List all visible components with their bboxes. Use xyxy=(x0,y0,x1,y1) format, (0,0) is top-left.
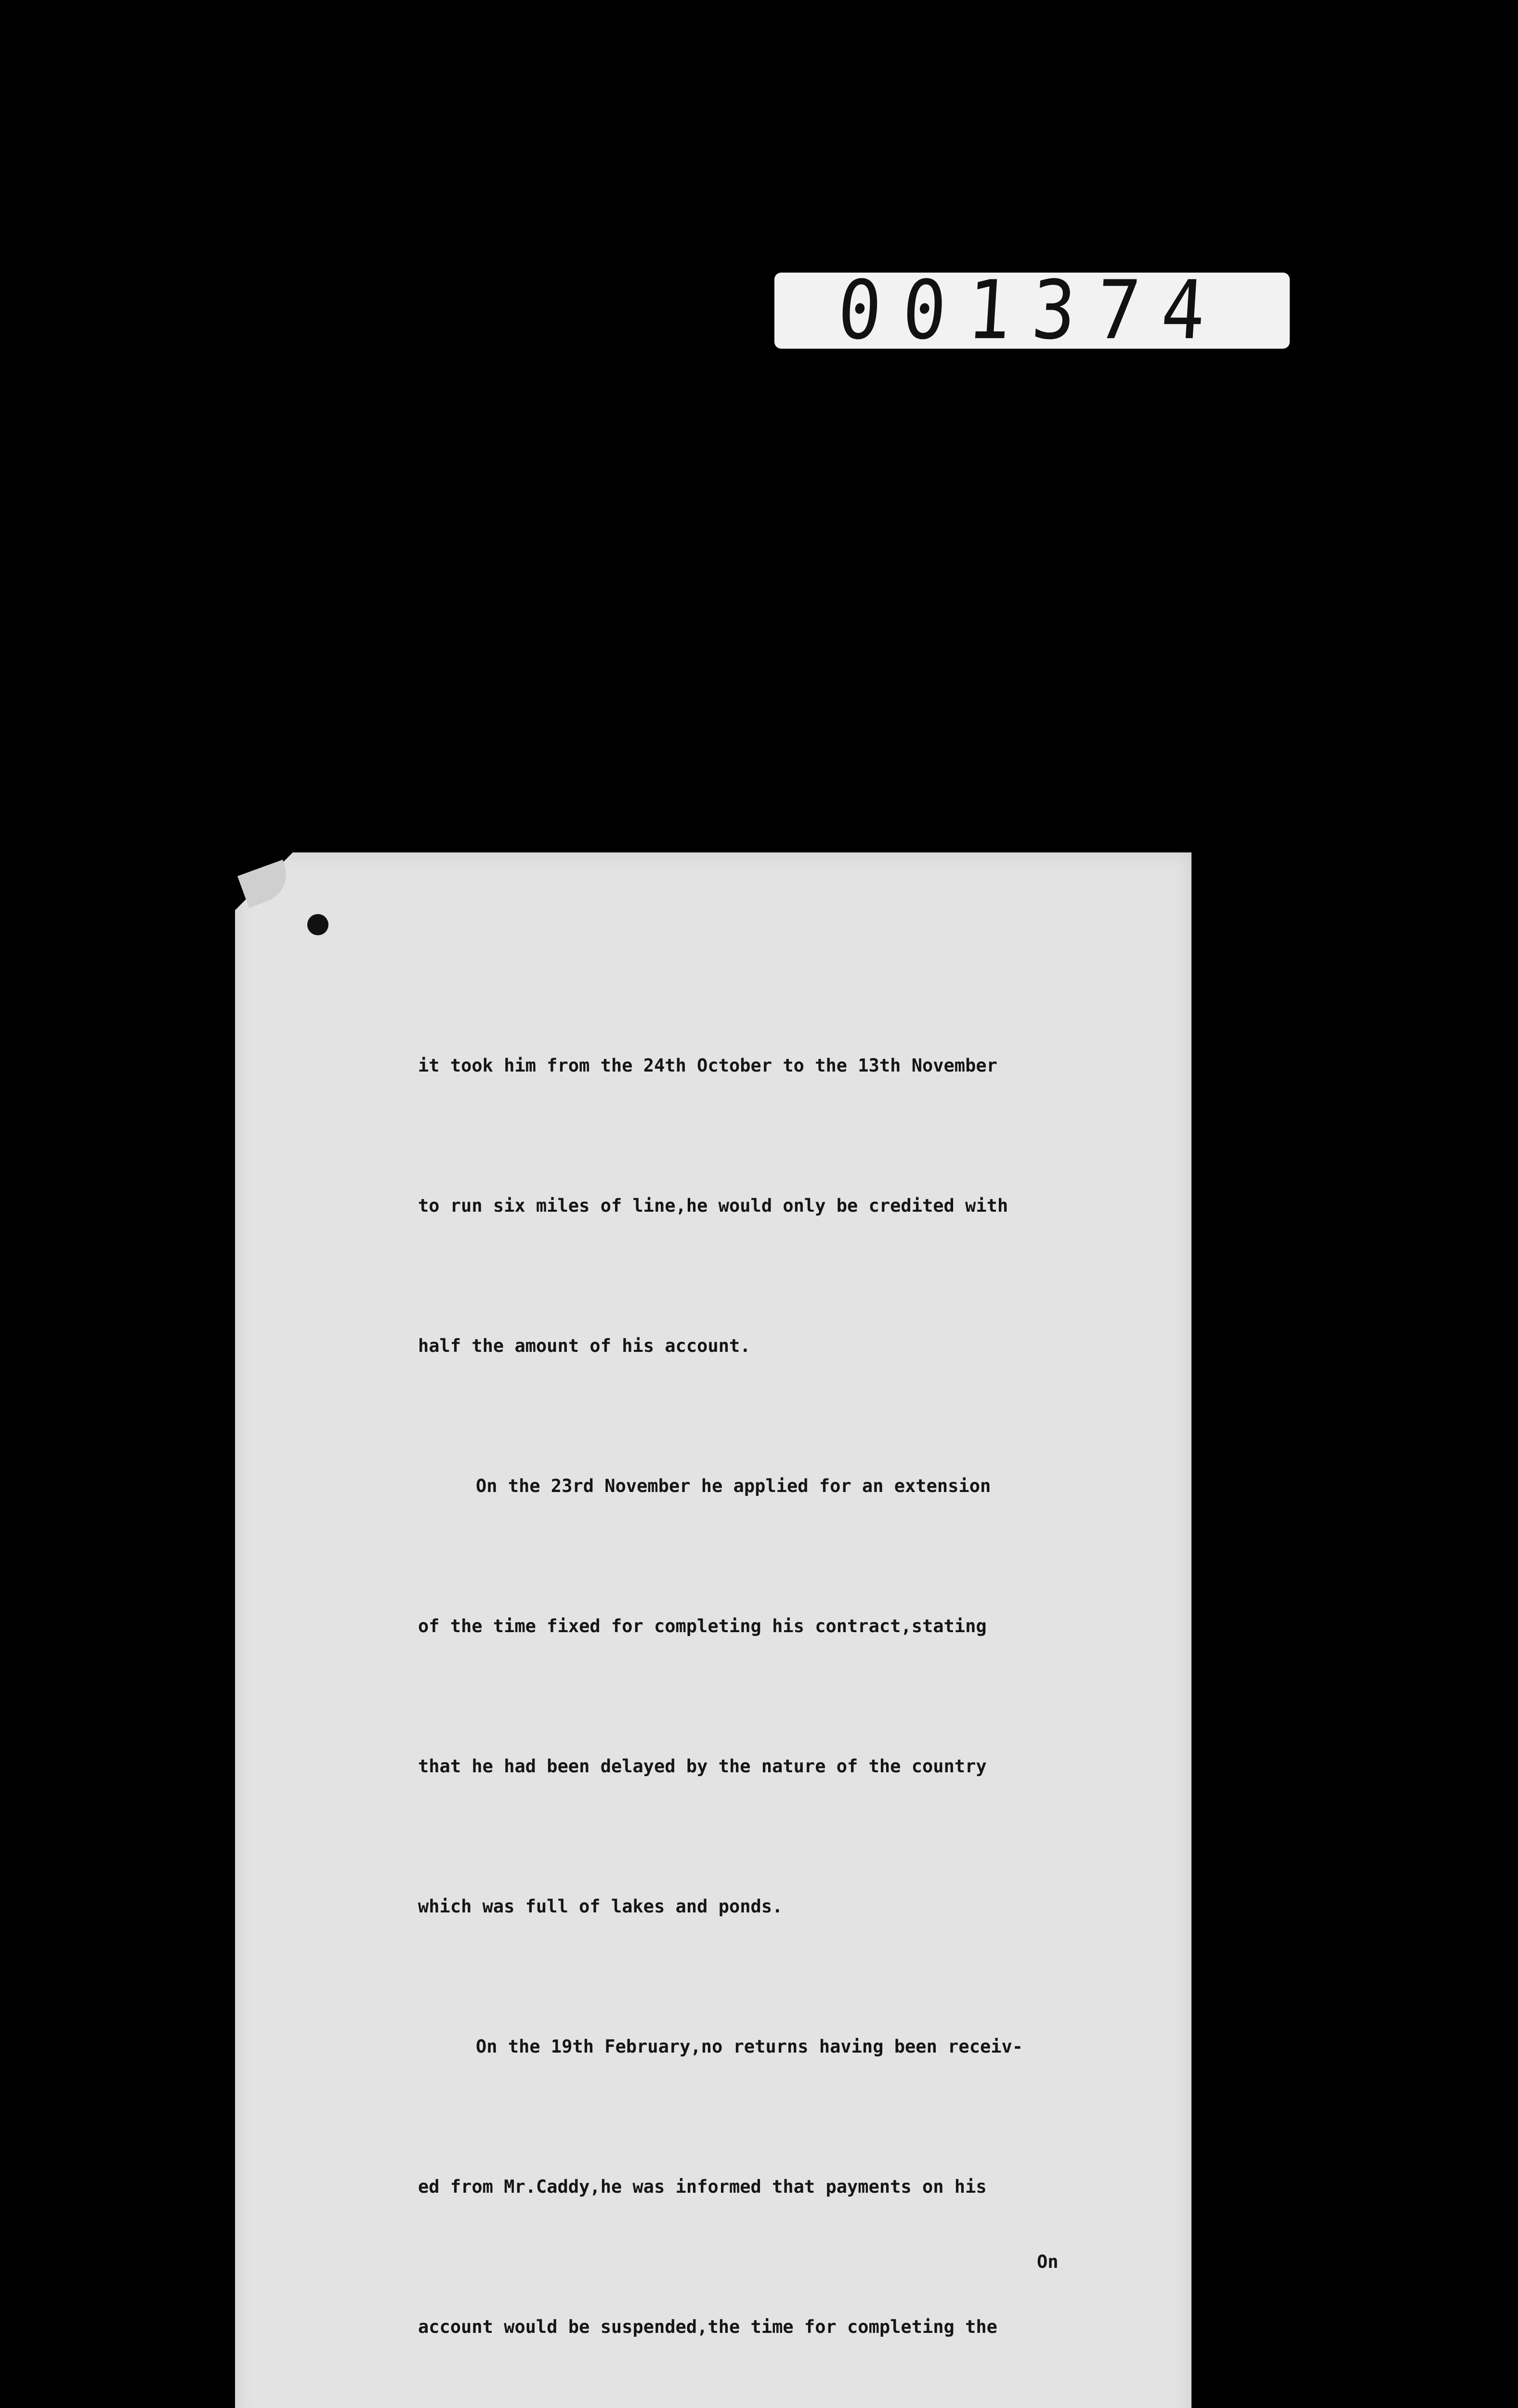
frame-number-label xyxy=(774,263,1290,358)
text-line: On the 19th February,no returns having been receiv- xyxy=(476,2036,1023,2057)
text-line: to run six miles of line,he would only be credited with xyxy=(418,1195,1008,1216)
frame-number: 001374 xyxy=(835,263,1230,358)
document-page xyxy=(235,852,1191,2408)
text-line: half the amount of his account. xyxy=(418,1335,751,1356)
text-line: that he had been delayed by the nature of the country xyxy=(418,1756,987,1777)
text-line: account would be suspended,the time for completing the xyxy=(418,2316,997,2337)
text-line: On the 23rd November he applied for an extension xyxy=(476,1476,991,1496)
catchword: On xyxy=(1037,2251,1059,2272)
text-line: it took him from the 24th October to the 13th November xyxy=(418,1055,997,1076)
text-line: ed from Mr.Caddy,he was informed that payments on his xyxy=(418,2176,987,2197)
text-line: of the time fixed for completing his contract,stating xyxy=(418,1616,987,1636)
typed-text xyxy=(418,949,1092,2408)
punch-hole xyxy=(307,914,328,935)
text-line: which was full of lakes and ponds. xyxy=(418,1896,783,1917)
